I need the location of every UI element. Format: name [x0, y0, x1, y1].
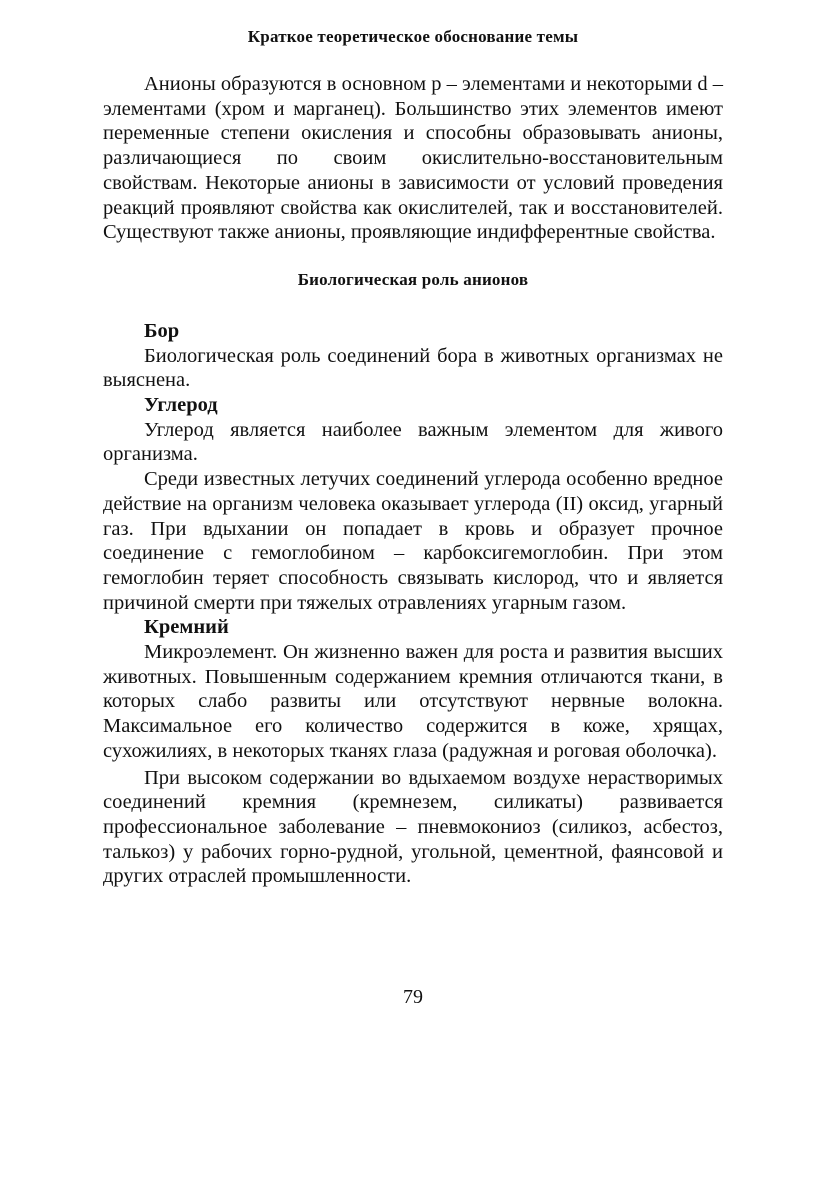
- page-title: Краткое теоретическое обоснование темы: [247, 27, 579, 46]
- carbon-paragraph-1: Углерод является наиболее важным элементом для живого организма.: [103, 418, 723, 466]
- boron-heading: Бор: [144, 319, 180, 342]
- silicon-block: [103, 615, 723, 889]
- section-title: Биологическая роль анионов: [297, 269, 529, 289]
- silicon-paragraph-2: При высоком содержании во вдыхаемом воздухе нерастворимых соединений кремния (кремнезем, силикаты) развивается профессиональное заболевание – пневмокониоз (силикоз, асбестоз, талькоз) у рабочих горно-рудной, угольной, цементной, фаянсовой и других отраслей промышленности.: [103, 766, 723, 888]
- boron-block: [103, 319, 723, 393]
- page-number: 79: [403, 986, 423, 1008]
- carbon-paragraph-2: Среди известных летучих соединений углерода особенно вредное действие на организм человека оказывает углерода (II) оксид, угарный газ. При вдыхании он попадает в кровь и образует прочное соединение с гемоглобином – карбоксигемоглобин. При этом гемоглобин теряет способность связывать кислород, что и является причиной смерти при тяжелых отравлениях угарным газом.: [103, 468, 723, 614]
- silicon-heading: Кремний: [144, 616, 229, 639]
- intro-paragraph: Анионы образуются в основном p – элементами и некоторыми d – элементами (хром и марганец). Большинство этих элементов имеют переменные степени окисления и способны образовывать анионы, различающиеся по своим окислительно-восстановительным свойствам. Некоторые анионы в зависимости от условий проведения реакций проявляют свойства как окислителей, так и восстановителей. Существуют также анионы, проявляющие индифферентные свойства.: [103, 73, 723, 244]
- carbon-block: [103, 393, 723, 615]
- silicon-paragraph-1: Микроэлемент. Он жизненно важен для роста и развития высших животных. Повышенным содержанием кремния отличаются ткани, в которых слабо развиты или отсутствуют нервные волокна. Максимальное его количество содержится в коже, хрящах, сухожилиях, в некоторых тканях глаза (радужная и роговая оболочка).: [103, 641, 723, 762]
- boron-paragraph: Биологическая роль соединений бора в животных организмах не выяснена.: [103, 344, 723, 392]
- document-page: [103, 24, 723, 889]
- carbon-heading: Углерод: [144, 394, 218, 417]
